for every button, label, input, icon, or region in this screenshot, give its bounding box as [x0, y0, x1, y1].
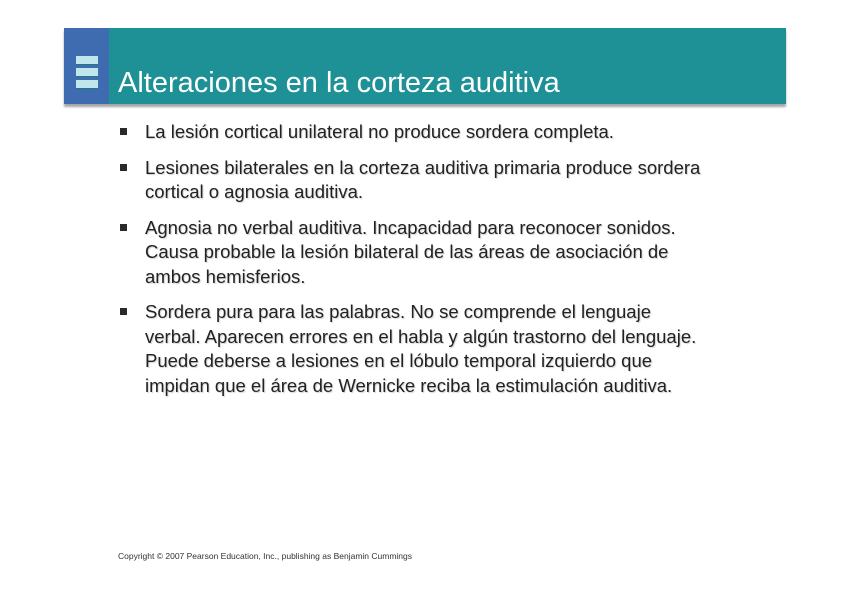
bullet-line: cortical o agnosia auditiva.	[145, 181, 364, 202]
bullet-item	[118, 300, 758, 398]
bullet-line: Lesiones bilaterales en la corteza auditiva primaria produce sordera	[145, 156, 701, 178]
bullet-line: Puede deberse a lesiones en el lóbulo temporal izquierdo que	[145, 350, 653, 371]
slide-title: Alteraciones en la corteza auditiva	[118, 67, 560, 99]
bullet-item	[118, 216, 758, 290]
bullet-line: Sordera pura para las palabras. No se comprende el lenguaje	[145, 301, 651, 322]
bullet-line: impidan que el área de Wernicke reciba la estimulación auditiva.	[145, 374, 673, 396]
copyright-footer: Copyright © 2007 Pearson Education, Inc., publishing as Benjamin Cummings	[118, 551, 413, 561]
title-bar	[64, 28, 786, 104]
bullet-line: verbal. Aparecen errores en el habla y algún trastorno del lenguaje.	[145, 325, 697, 347]
bullet-line: ambos hemisferios.	[145, 265, 306, 287]
bullet-line: Agnosia no verbal auditiva. Incapacidad para reconocer sonidos.	[145, 216, 676, 238]
bullet-item	[118, 156, 758, 205]
square-bullet-icon	[120, 308, 127, 315]
bullet-item	[118, 120, 758, 145]
bullet-list	[118, 120, 758, 409]
square-bullet-icon	[120, 128, 127, 135]
title-accent-block	[64, 28, 109, 104]
stacked-bars-icon	[76, 56, 98, 90]
square-bullet-icon	[120, 164, 127, 171]
bullet-line: La lesión cortical unilateral no produce sordera completa.	[145, 121, 614, 142]
square-bullet-icon	[120, 224, 127, 231]
bullet-line: Causa probable la lesión bilateral de las áreas de asociación de	[145, 241, 669, 262]
